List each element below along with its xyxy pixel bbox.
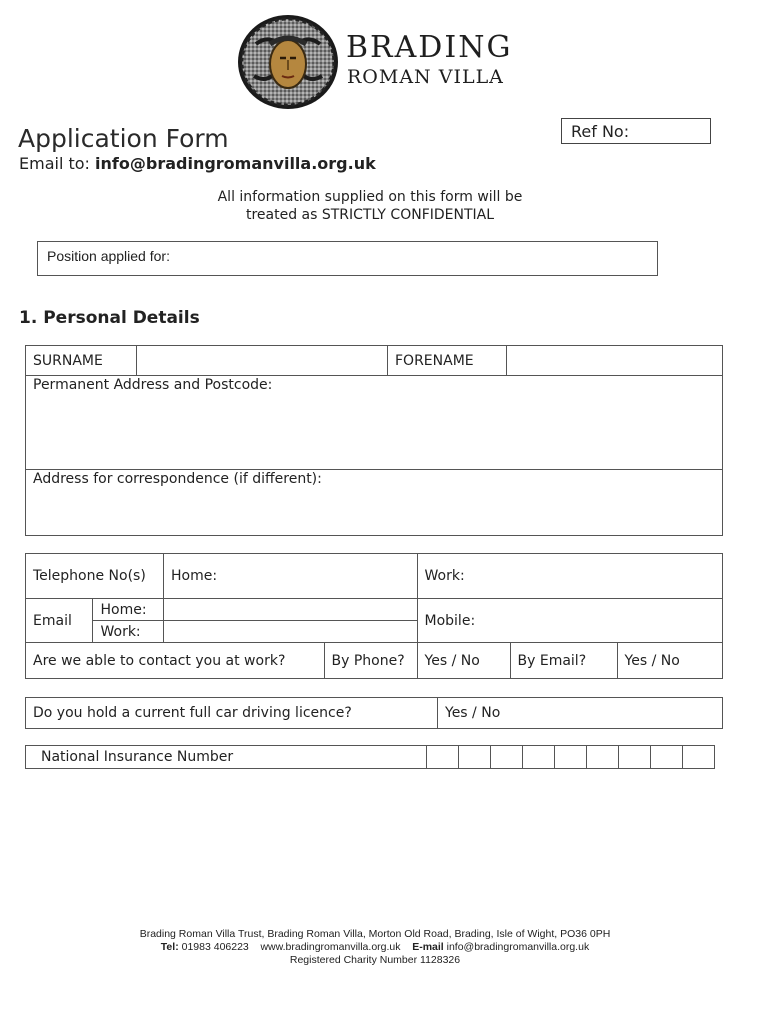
ni-box[interactable]: [427, 746, 459, 769]
email-label: Email to:: [19, 154, 90, 173]
ni-box[interactable]: [683, 746, 715, 769]
footer-email-link[interactable]: info@bradingromanvilla.org.uk: [446, 941, 590, 953]
footer-email-label: E-mail: [412, 941, 444, 953]
ni-box[interactable]: [459, 746, 491, 769]
footer-contact: [0, 941, 750, 954]
personal-details-table: [25, 345, 723, 536]
ni-box[interactable]: [555, 746, 587, 769]
ni-table: [25, 745, 715, 769]
footer: [0, 928, 750, 967]
ni-box[interactable]: [587, 746, 619, 769]
telephone-home-label: Home:: [171, 568, 218, 584]
by-phone-label: By Phone?: [324, 643, 417, 679]
ni-box[interactable]: [491, 746, 523, 769]
position-field[interactable]: [37, 241, 658, 276]
telephone-work-label: Work:: [424, 568, 465, 584]
ni-box[interactable]: [523, 746, 555, 769]
ni-label: National Insurance Number: [26, 746, 427, 769]
ni-box[interactable]: [619, 746, 651, 769]
logo-subtitle: ROMAN VILLA: [347, 66, 504, 88]
confidential-line-1: All information supplied on this form will be: [217, 189, 523, 205]
section-heading-personal-details: 1. Personal Details: [19, 308, 200, 328]
medusa-mosaic-icon: [236, 14, 340, 110]
email-home-label: Home:: [93, 599, 164, 621]
footer-charity: Registered Charity Number 1128326: [289, 954, 461, 966]
mobile-field[interactable]: [417, 599, 722, 643]
correspondence-address-label: Address for correspondence (if different):: [33, 471, 322, 487]
by-email-answer[interactable]: Yes / No: [617, 643, 722, 679]
ni-box[interactable]: [651, 746, 683, 769]
position-label: Position applied for:: [47, 248, 170, 264]
surname-label: SURNAME: [26, 346, 137, 376]
page-title: Application Form: [18, 124, 229, 153]
forename-input[interactable]: [507, 346, 723, 376]
telephone-home-field[interactable]: [164, 554, 418, 599]
mobile-label: Mobile:: [424, 612, 476, 629]
licence-question: Do you hold a current full car driving licence?: [26, 698, 438, 729]
email-row-label: Email: [26, 599, 93, 643]
email-home-input[interactable]: [164, 599, 418, 621]
footer-website-link[interactable]: www.bradingromanvilla.org.uk: [260, 941, 401, 953]
footer-tel-label: Tel:: [160, 941, 179, 953]
confidential-line-2: treated as STRICTLY CONFIDENTIAL: [245, 207, 495, 223]
email-work-input[interactable]: [164, 621, 418, 643]
telephone-work-field[interactable]: [417, 554, 722, 599]
contact-at-work-label: Are we able to contact you at work?: [26, 643, 325, 679]
footer-tel: 01983 406223: [181, 941, 249, 953]
telephone-label: Telephone No(s): [26, 554, 164, 599]
surname-input[interactable]: [137, 346, 388, 376]
confidential-notice: [170, 188, 570, 224]
ref-no-label: Ref No:: [571, 122, 630, 141]
licence-answer[interactable]: Yes / No: [438, 698, 723, 729]
correspondence-address-field[interactable]: [26, 470, 723, 536]
email-work-label: Work:: [93, 621, 164, 643]
licence-table: [25, 697, 723, 729]
forename-label: FORENAME: [388, 346, 507, 376]
permanent-address-field[interactable]: [26, 376, 723, 470]
logo: [236, 14, 340, 110]
ref-no-field[interactable]: [561, 118, 711, 144]
footer-address: Brading Roman Villa Trust, Brading Roman Villa, Morton Old Road, Brading, Isle of Wight, PO36 0PH: [139, 928, 611, 940]
by-phone-answer[interactable]: Yes / No: [417, 643, 510, 679]
email-line: [19, 154, 376, 173]
email-address-link[interactable]: info@bradingromanvilla.org.uk: [95, 154, 376, 173]
contact-table: [25, 553, 723, 679]
logo-title: BRADING: [346, 30, 513, 65]
permanent-address-label: Permanent Address and Postcode:: [33, 377, 273, 393]
by-email-label: By Email?: [510, 643, 617, 679]
